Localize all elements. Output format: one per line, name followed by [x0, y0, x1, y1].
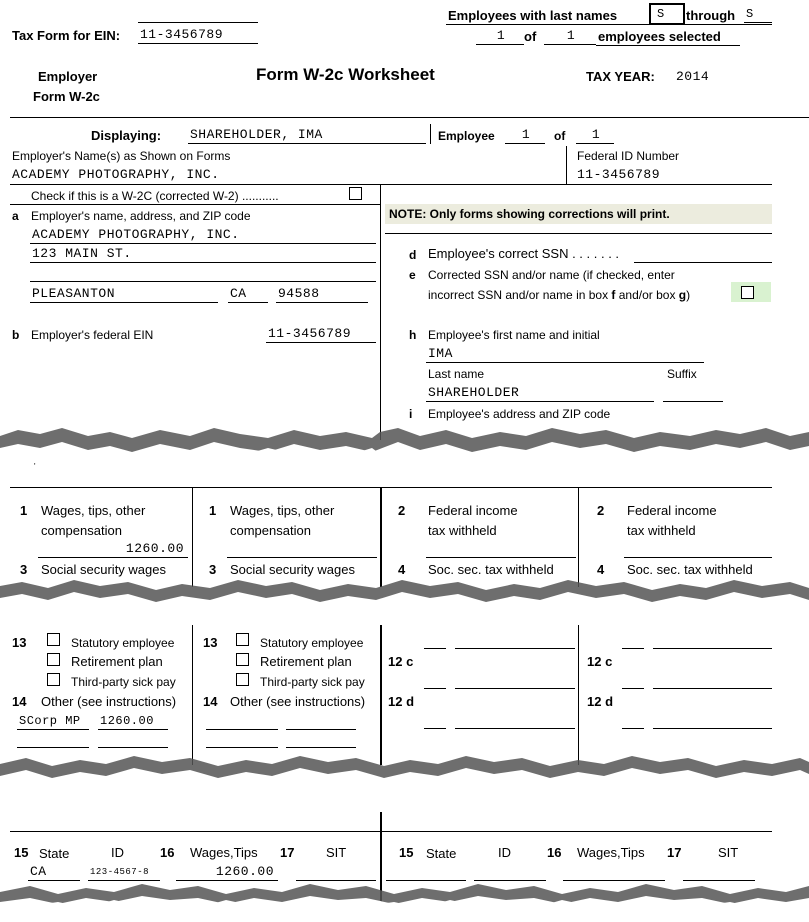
suffix-field[interactable]: [663, 385, 723, 402]
selected-count: 1: [476, 28, 524, 45]
third-party-corr-checkbox[interactable]: [236, 673, 249, 686]
box12d-corr-code[interactable]: [622, 712, 644, 729]
tax-form-ein-field[interactable]: 11-3456789: [138, 27, 258, 44]
box2-corr-value[interactable]: [624, 541, 772, 558]
box12b-prev-code[interactable]: [424, 632, 446, 649]
torn-edge-1: [0, 418, 809, 472]
employer-names-value: ACADEMY PHOTOGRAPHY, INC.: [12, 167, 220, 182]
box12d-prev-label: 12 d: [388, 694, 415, 709]
fed-id-rule: [566, 184, 772, 185]
employer-names-label: Employer's Name(s) as Shown on Forms: [12, 149, 231, 163]
box14-corr-code-2[interactable]: [206, 731, 278, 748]
retirement-corr-label: Retirement plan: [260, 654, 352, 669]
box1-corr-num: 1: [209, 503, 217, 518]
box12d-prev-amount[interactable]: [455, 712, 575, 729]
boxes-top-rule: [10, 487, 772, 488]
retirement-corr-checkbox[interactable]: [236, 653, 249, 666]
last-name-field[interactable]: SHAREHOLDER: [426, 385, 654, 402]
box-h-label: Employee's first name and initial: [428, 328, 600, 342]
box-a-letter: a: [12, 209, 19, 223]
id-corr-label: ID: [498, 845, 511, 860]
state-wages-prev-field[interactable]: 1260.00: [176, 864, 278, 881]
employer-heading-2: Form W-2c: [33, 89, 100, 104]
employees-selected-label: employees selected: [598, 29, 721, 44]
box1-corr-label-1: Wages, tips, other: [230, 503, 335, 518]
displaying-value[interactable]: SHAREHOLDER, IMA: [188, 127, 426, 144]
sit-prev-label: SIT: [326, 845, 347, 860]
box15-prev-num: 15: [14, 845, 29, 860]
box14-prev-value[interactable]: 1260.00: [98, 713, 168, 730]
fed-id-label: Federal ID Number: [577, 149, 680, 163]
employer-heading-1: Employer: [38, 69, 98, 84]
page-title: Form W-2c Worksheet: [256, 65, 435, 84]
section-divider-top: [380, 185, 381, 440]
box-d-letter: d: [409, 248, 417, 262]
of-label: of: [524, 29, 537, 44]
wages-prev-label: Wages,Tips: [190, 845, 258, 860]
box-e-letter: e: [409, 268, 416, 282]
note-banner: NOTE: Only forms showing corrections will print.: [385, 204, 772, 224]
employer-ein-field[interactable]: 11-3456789: [266, 326, 376, 343]
box12d-prev-code[interactable]: [424, 712, 446, 729]
displaying-label: Displaying:: [91, 128, 162, 143]
last-name-to-input[interactable]: S: [744, 6, 772, 23]
box12c-prev-label: 12 c: [388, 654, 414, 669]
employees-rule: [446, 24, 772, 25]
box4-prev-num: 4: [398, 562, 406, 577]
fed-id-separator: [566, 146, 567, 184]
box4-corr-num: 4: [597, 562, 605, 577]
box2-prev-label-2: tax withheld: [428, 523, 497, 538]
box-i-label: Employee's address and ZIP code: [428, 407, 611, 421]
box14-corr-value[interactable]: [286, 713, 356, 730]
box12c-corr-code[interactable]: [622, 672, 644, 689]
box14-prev-value-2[interactable]: [98, 731, 168, 748]
box1-corr-label-2: compensation: [230, 523, 311, 538]
correct-ssn-field[interactable]: [634, 246, 772, 263]
employee-number: 1: [505, 127, 545, 144]
torn-edge-4: [0, 878, 809, 922]
fed-id-value: 11-3456789: [577, 167, 661, 182]
box-b-letter: b: [12, 328, 20, 342]
note-rule: [385, 233, 772, 234]
box17-prev-num: 17: [280, 845, 295, 860]
box-h-letter: h: [409, 328, 417, 342]
retirement-prev-checkbox[interactable]: [47, 653, 60, 666]
tax-year-label: TAX YEAR:: [586, 69, 655, 84]
corrected-ssn-checkbox[interactable]: [741, 286, 754, 299]
statutory-corr-checkbox[interactable]: [236, 633, 249, 646]
box14-corr-code[interactable]: [206, 713, 278, 730]
box14-prev-code-2[interactable]: [17, 731, 89, 748]
employee-label: Employee: [438, 129, 495, 143]
box1-prev-label-1: Wages, tips, other: [41, 503, 146, 518]
retirement-prev-label: Retirement plan: [71, 654, 163, 669]
third-party-prev-label: Third-party sick pay: [71, 675, 176, 689]
box12c-prev-amount[interactable]: [455, 672, 575, 689]
employer-address-line2[interactable]: 123 MAIN ST.: [30, 246, 376, 263]
box2-prev-value[interactable]: [426, 541, 576, 558]
box2-corr-label-1: Federal income: [627, 503, 717, 518]
box14-prev-label: Other (see instructions): [41, 694, 177, 709]
box4-corr-label: Soc. sec. tax withheld: [627, 562, 753, 577]
state-prev-field[interactable]: CA: [28, 864, 80, 881]
box12b-corr-amount[interactable]: [653, 632, 772, 649]
box1-prev-num: 1: [20, 503, 28, 518]
employer-city-field[interactable]: PLEASANTON: [30, 286, 218, 303]
box-e-label-2: incorrect SSN and/or name in box f and/or box g): [428, 288, 691, 302]
box16-corr-num: 16: [547, 845, 562, 860]
employee-of-label: of: [554, 129, 566, 143]
box15-corr-num: 15: [399, 845, 414, 860]
box17-corr-num: 17: [667, 845, 682, 860]
box-d-label: Employee's correct SSN . . . . . . .: [428, 246, 620, 261]
box14-corr-num: 14: [203, 694, 218, 709]
box12b-prev-amount[interactable]: [455, 632, 575, 649]
last-name-label: Last name: [428, 367, 485, 381]
employees-last-names-label: Employees with last names: [448, 8, 618, 23]
employer-state-field[interactable]: CA: [228, 286, 268, 303]
tax-form-ein-label: Tax Form for EIN:: [12, 28, 121, 43]
suffix-label: Suffix: [667, 367, 697, 381]
check-rule: [10, 204, 380, 205]
statutory-prev-checkbox[interactable]: [47, 633, 60, 646]
box12c-corr-amount[interactable]: [653, 672, 772, 689]
statutory-prev-label: Statutory employee: [71, 636, 175, 650]
third-party-corr-label: Third-party sick pay: [260, 675, 365, 689]
header-top-rule: [138, 6, 258, 23]
header-divider: [10, 117, 809, 118]
torn-fragment-text: ': [34, 462, 36, 471]
total-count: 1: [544, 28, 596, 45]
selected-rule: [596, 45, 740, 46]
last-name-from-input[interactable]: S: [649, 3, 685, 25]
box3-corr-num: 3: [209, 562, 217, 577]
box13-prev-num: 13: [12, 635, 27, 650]
box3-prev-num: 3: [20, 562, 28, 577]
box3-prev-label: Social security wages: [41, 562, 166, 577]
box16-prev-num: 16: [160, 845, 175, 860]
third-party-prev-checkbox[interactable]: [47, 673, 60, 686]
box-i-letter: i: [409, 407, 413, 421]
statutory-corr-label: Statutory employee: [260, 636, 364, 650]
box14-corr-value-2[interactable]: [286, 731, 356, 748]
box-a-label: Employer's name, address, and ZIP code: [31, 209, 251, 223]
box2-prev-num: 2: [398, 503, 406, 518]
state-top-rule: [10, 831, 772, 832]
box4-prev-label: Soc. sec. tax withheld: [428, 562, 554, 577]
box2-prev-label-1: Federal income: [428, 503, 518, 518]
employer-address-line1[interactable]: ACADEMY PHOTOGRAPHY, INC.: [30, 227, 376, 244]
box12b-corr-code[interactable]: [622, 632, 644, 649]
box2-corr-label-2: tax withheld: [627, 523, 696, 538]
through-label: through: [686, 8, 736, 23]
w2c-checkbox[interactable]: [349, 187, 362, 200]
wages-corr-label: Wages,Tips: [577, 845, 645, 860]
box14-prev-code[interactable]: SCorp MP: [17, 713, 89, 730]
torn-edge-2: [0, 572, 809, 626]
w2c-check-label: Check if this is a W-2C (corrected W-2) ...........: [31, 189, 279, 203]
id-prev-label: ID: [111, 845, 124, 860]
employee-total: 1: [576, 127, 614, 144]
tax-year-value: 2014: [676, 69, 710, 84]
first-name-field[interactable]: IMA: [426, 346, 704, 363]
box2-corr-num: 2: [597, 503, 605, 518]
state-id-prev-field[interactable]: 123-4567-8: [88, 864, 160, 881]
employer-zip-field[interactable]: 94588: [276, 286, 368, 303]
lower-center-divider: [380, 625, 382, 765]
box12c-corr-label: 12 c: [587, 654, 613, 669]
display-separator: [430, 124, 431, 144]
lower-col-divider-2: [578, 625, 579, 765]
box-b-label: Employer's federal EIN: [31, 328, 154, 342]
lower-col-divider-1: [192, 625, 193, 765]
sit-corr-label: SIT: [718, 845, 739, 860]
box3-corr-label: Social security wages: [230, 562, 355, 577]
torn-edge-3: [0, 748, 809, 802]
box12d-corr-amount[interactable]: [653, 712, 772, 729]
box12c-prev-code[interactable]: [424, 672, 446, 689]
state-corr-label: State: [426, 846, 457, 861]
box1-prev-value[interactable]: 1260.00: [38, 541, 188, 558]
box-e-label-1: Corrected SSN and/or name (if checked, enter: [428, 268, 675, 282]
box12d-corr-label: 12 d: [587, 694, 614, 709]
employer-names-rule: [10, 184, 566, 185]
box14-prev-num: 14: [12, 694, 27, 709]
box13-corr-num: 13: [203, 635, 218, 650]
box1-prev-label-2: compensation: [41, 523, 122, 538]
box14-corr-label: Other (see instructions): [230, 694, 366, 709]
state-prev-label: State: [39, 846, 70, 861]
box1-corr-value[interactable]: [227, 541, 377, 558]
employer-address-line3[interactable]: [30, 265, 376, 282]
